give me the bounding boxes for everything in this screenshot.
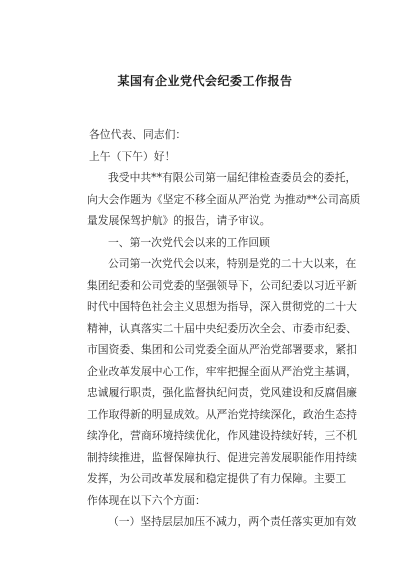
paragraph-line: 忠诚履行职责，强化监督执纪问责，党风建设和反腐倡廉: [87, 386, 357, 399]
paragraph-line: 时代中国特色社会主义思想为指导，深入贯彻党的二十大: [87, 300, 357, 313]
paragraph-line: 工作取得新的明显成效。从严治党持续深化，政治生态持: [87, 407, 357, 421]
paragraph-line: 精神，认真落实二十届中央纪委历次全会、市委市纪委、: [87, 321, 357, 335]
paragraph-line: 作体现在以下六个方面：: [87, 493, 206, 507]
paragraph-line: 集团纪委和公司党委的坚强领导下，公司纪委以习近平新: [87, 278, 357, 292]
subsection-heading: （一）坚持层层加压不减力，两个责任落实更加有效: [108, 515, 357, 528]
paragraph-line: 企业改革发展中心工作，牢牢把握全面从严治党主基调，: [87, 364, 357, 378]
paragraph-line: 市国资委、集团和公司党委全面从严治党部署要求，紧扣: [87, 343, 357, 356]
paragraph-line: 制持续推进，监督保障执行、促进完善发展职能作用持续: [87, 450, 357, 464]
paragraph-line: 我受中共**有限公司第一届纪律检查委员会的委托，: [108, 171, 357, 184]
paragraph-line: 量发展保驾护航》的报告，请予审议。: [87, 214, 271, 227]
salutation-line: 各位代表、同志们：: [89, 128, 187, 141]
section-heading: 一、第一次党代会以来的工作回顾: [108, 235, 270, 249]
paragraph-line: 发挥，为公司改革发展和稳定提供了有力保障。主要工: [87, 472, 347, 485]
paragraph-line: 向大会作题为《坚定不移全面从严治党 为推动**公司高质: [87, 192, 361, 206]
document-body: [87, 124, 361, 533]
greeting-line: 上午（下午）好！: [89, 149, 176, 163]
paragraph-line: 续净化，营商环境持续优化，作风建设持续好转，三不机: [87, 429, 357, 442]
document-title: 某国有企业党代会纪委工作报告: [117, 74, 293, 88]
paragraph-line: 公司第一次党代会以来，特别是党的二十大以来，在: [108, 257, 357, 270]
